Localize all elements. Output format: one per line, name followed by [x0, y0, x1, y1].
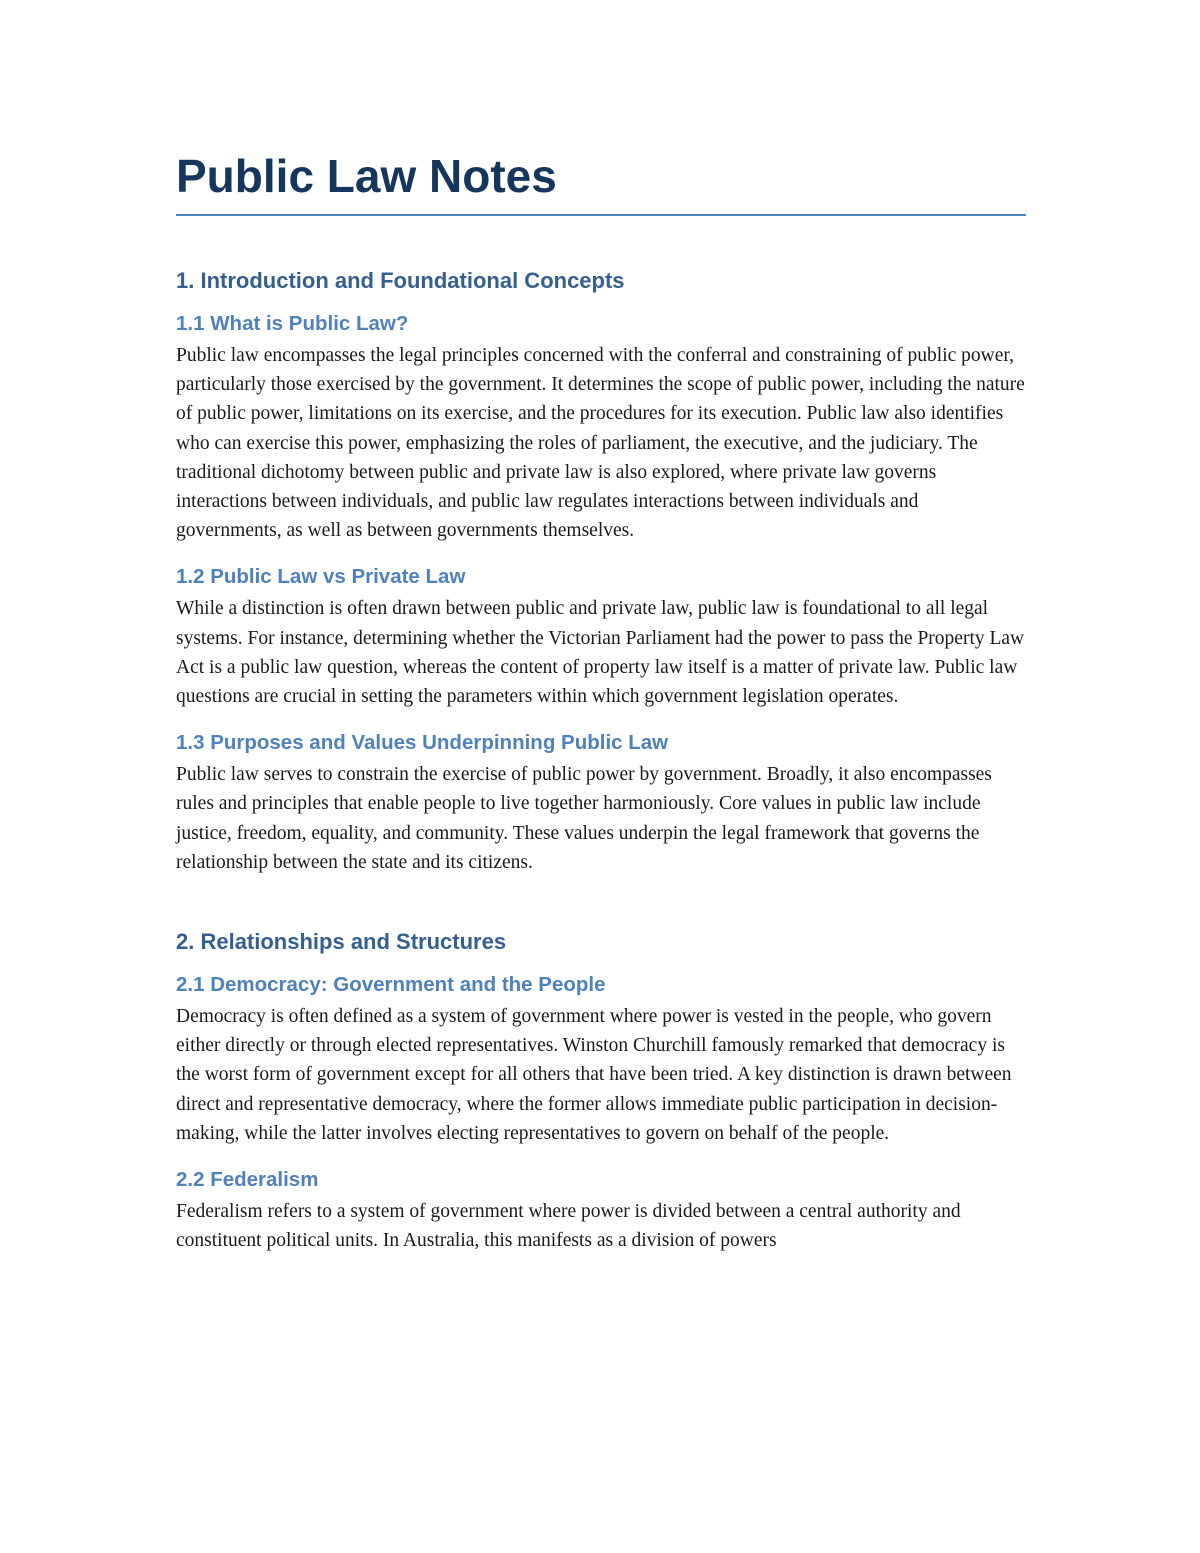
paragraph: Democracy is often defined as a system of government where power is vested in the people, who govern either directly or through elected representatives. Winston Churchill famously remarked that democracy is the worst form of government except for all others that have been tried. A key distinction is drawn between direct and representative democracy, where the former allows immediate public participation in decision-making, while the latter involves electing representatives to govern on behalf of the people.: [176, 1006, 1012, 1144]
paragraph: Public law encompasses the legal principles concerned with the conferral and constraining of public power, particularly those exercised by the government. It determines the scope of public power, including the nature of public power, limitations on its exercise, and the procedures for its execution. Public law also identifies who can exercise this power, emphasizing the roles of parliament, the executive, and the judiciary. The traditional dichotomy between public and private law is also explored, where private law governs interactions between individuals, and public law regulates interactions between individuals and governments, as well as between governments themselves.: [176, 345, 1025, 542]
paragraph: Public law serves to constrain the exercise of public power by government. Broadly, it also encompasses rules and principles that enable people to live together harmoniously. Core values in public law include justice, freedom, equality, and community. These values underpin the legal framework that governs the relationship between the state and its citizens.: [176, 764, 992, 873]
subsection-heading: 1.3 Purposes and Values Underpinning Public Law: [176, 731, 669, 755]
subsection-heading: 1.1 What is Public Law?: [176, 312, 409, 335]
subsection-heading: 2.1 Democracy: Government and the People: [176, 973, 606, 997]
section-heading: 2. Relationships and Structures: [176, 929, 507, 955]
subsection-heading: 1.2 Public Law vs Private Law: [176, 565, 466, 589]
section-introduction: [176, 266, 1026, 877]
section-relationships: [176, 927, 1026, 1255]
document-title: Public Law Notes: [176, 148, 1026, 216]
section-heading: 1. Introduction and Foundational Concepts: [176, 268, 625, 293]
paragraph: Federalism refers to a system of government where power is divided between a central authority and constituent political units. In Australia, this manifests as a division of powers: [176, 1201, 961, 1252]
subsection-heading: 2.2 Federalism: [176, 1168, 319, 1192]
paragraph: While a distinction is often drawn between public and private law, public law is foundational to all legal systems. For instance, determining whether the Victorian Parliament had the power to pass the Property Law Act is a public law question, whereas the content of property law itself is a matter of private law. Public law questions are crucial in setting the parameters within which government legislation operates.: [176, 598, 1025, 708]
document-content: [176, 148, 1026, 1255]
